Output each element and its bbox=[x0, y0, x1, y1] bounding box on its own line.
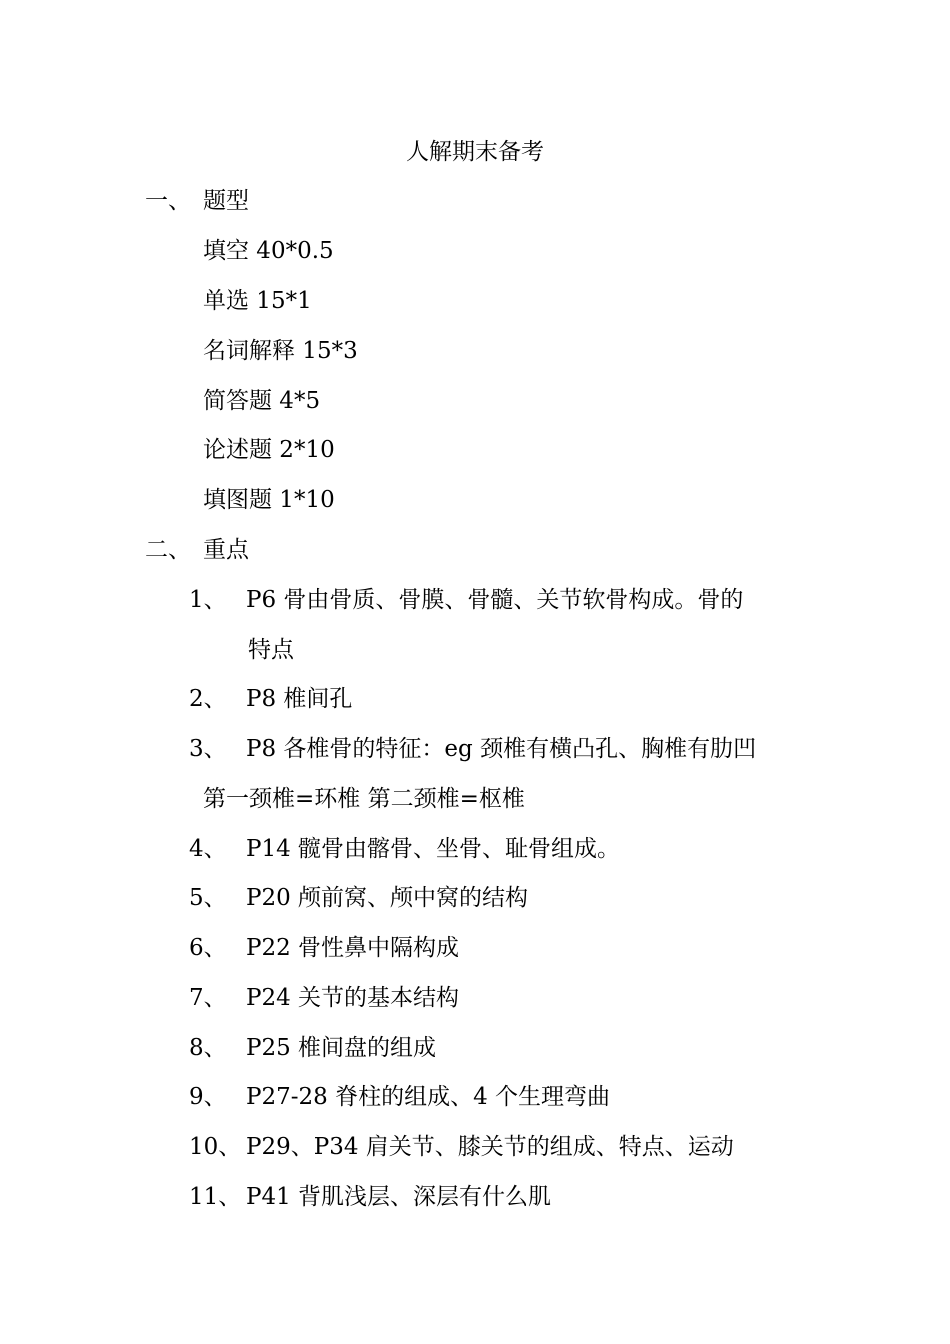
key-point-number: 9、 bbox=[189, 1084, 227, 1110]
key-point-number: 11、 bbox=[189, 1184, 242, 1210]
section-2-number: 二、 bbox=[145, 537, 191, 563]
key-point-text: P20 颅前窝、颅中窝的结构 bbox=[246, 885, 529, 911]
key-point-number: 3、 bbox=[189, 736, 227, 762]
question-type-item: 论述题 2*10 bbox=[203, 437, 335, 463]
key-point-number: 4、 bbox=[189, 836, 227, 862]
key-point-number: 10、 bbox=[189, 1134, 242, 1160]
section-2-title: 重点 bbox=[203, 537, 249, 563]
key-point-text: P25 椎间盘的组成 bbox=[246, 1035, 437, 1061]
question-type-item: 名词解释 15*3 bbox=[203, 338, 358, 364]
key-point-number: 5、 bbox=[189, 885, 227, 911]
key-point-text: P24 关节的基本结构 bbox=[246, 985, 460, 1011]
key-point-text: P22 骨性鼻中隔构成 bbox=[246, 935, 460, 961]
section-1-number: 一、 bbox=[145, 188, 191, 214]
key-point-continuation: 第一颈椎=环椎 第二颈椎=枢椎 bbox=[203, 786, 525, 812]
key-point-text: P14 髋骨由髂骨、坐骨、耻骨组成。 bbox=[246, 836, 621, 862]
key-point-number: 8、 bbox=[189, 1035, 227, 1061]
key-point-text: P41 背肌浅层、深层有什么肌 bbox=[246, 1184, 552, 1210]
document-title: 人解期末备考 bbox=[406, 139, 544, 165]
key-point-text: P8 各椎骨的特征：eg 颈椎有横凸孔、胸椎有肋凹 bbox=[246, 736, 757, 762]
key-point-number: 6、 bbox=[189, 935, 227, 961]
key-point-number: 1、 bbox=[189, 587, 227, 613]
key-point-text: P8 椎间孔 bbox=[246, 686, 353, 712]
key-point-number: 2、 bbox=[189, 686, 227, 712]
key-point-text: P27-28 脊柱的组成、4 个生理弯曲 bbox=[246, 1084, 611, 1110]
key-point-text: P29、P34 肩关节、膝关节的组成、特点、运动 bbox=[246, 1134, 734, 1160]
question-type-item: 填空 40*0.5 bbox=[203, 238, 334, 264]
key-point-text: P6 骨由骨质、骨膜、骨髓、关节软骨构成。骨的 bbox=[246, 587, 744, 613]
question-type-item: 单选 15*1 bbox=[203, 288, 312, 314]
key-point-number: 7、 bbox=[189, 985, 227, 1011]
key-point-continuation: 特点 bbox=[248, 637, 294, 663]
section-1-title: 题型 bbox=[203, 188, 249, 214]
question-type-item: 简答题 4*5 bbox=[203, 388, 321, 414]
question-type-item: 填图题 1*10 bbox=[203, 487, 335, 513]
